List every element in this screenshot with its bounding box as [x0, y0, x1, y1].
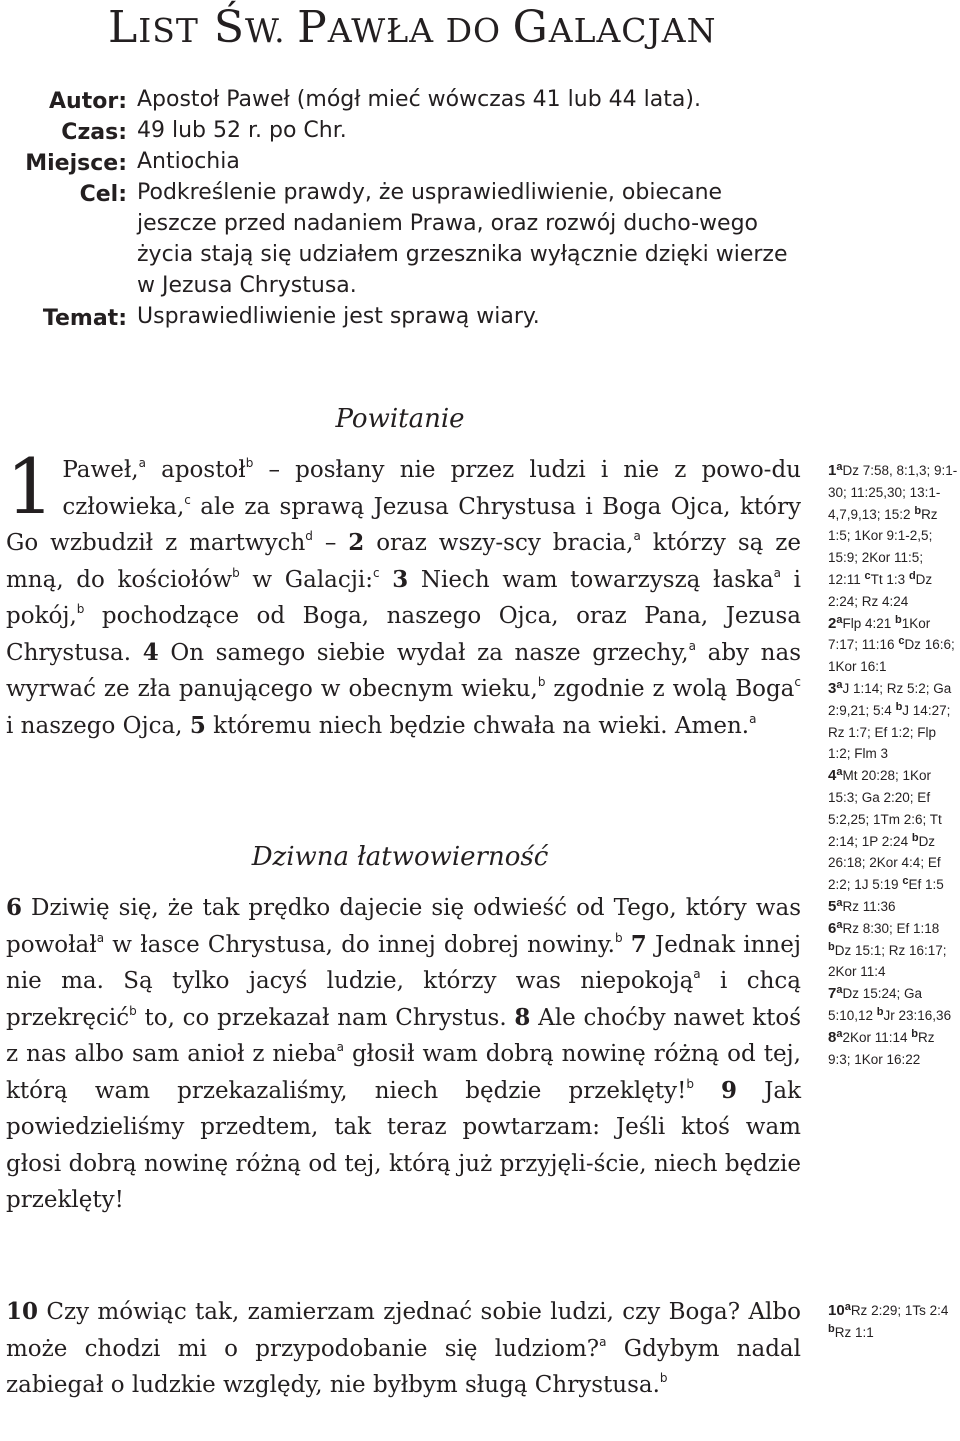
ref-verse-number: 1 [828, 462, 837, 479]
ref-verse-number: 2 [828, 614, 837, 632]
cross-ref-verse-3 [828, 678, 958, 765]
footnote-marker[interactable]: a [693, 967, 701, 981]
ref-verse-number: 5 [828, 897, 837, 915]
ref-verse-number: 7 [828, 985, 837, 1003]
ref-text[interactable]: 2Kor 11:14 [842, 1029, 912, 1045]
verse-text: Jak powiedzieliśmy przedtem, tak teraz powtarzam: Jeśli ktoś wam głosi dobrą nowinę różną od tej, którą już przyjęli-ście, niech będzie przeklęty! [6, 1077, 801, 1213]
ref-text[interactable]: J 1:14; Rz 5:2; Ga 2:9,21; 5:4 [828, 680, 952, 718]
ref-text[interactable]: Dz 15:24; Ga 5:10,12 [828, 986, 923, 1023]
meta-value: Podkreślenie prawdy, że usprawiedliwienie, obiecane jeszcze przed nadaniem Prawa, oraz rozwój ducho-wego życia stają się udziałem grzesznika wyłącznie dzięki wierze w Jezusa Chrystusa. [137, 180, 788, 298]
footnote-marker[interactable]: d [305, 529, 313, 543]
footnote-marker[interactable]: a [688, 638, 696, 653]
ref-marker: b [876, 1005, 884, 1018]
title-part: G [512, 2, 549, 53]
ref-text[interactable]: Dz 26:18; 2Kor 4:4; Ef 2:2; 1J 5:19 [828, 833, 941, 893]
meta-theme [0, 301, 820, 332]
title-part: ALACJAN [548, 11, 717, 50]
ref-text[interactable]: Rz 2:29; 1Ts 2:4 [850, 1303, 949, 1318]
verse-text: pochodzące od Boga, naszego Ojca, oraz Pana, Jezusa Chrystusa. [6, 603, 801, 666]
meta-time [0, 115, 820, 146]
ref-verse-number: 8 [828, 1028, 837, 1046]
ref-marker: b [895, 700, 903, 713]
section-heading-strange-gullibility: Dziwna łatwowierność [251, 842, 549, 872]
title-part: . [274, 11, 298, 50]
verse-text: któremu niech będzie chwała na wieki. Amen. [205, 712, 750, 739]
verse-text: – posłany nie przez ludzi i nie z powo-du człowieka, [62, 457, 801, 520]
section-heading-greeting: Powitanie [335, 404, 465, 434]
chapter-number: 1 [6, 442, 55, 531]
ref-text[interactable]: Mt 20:28; 1Kor 15:3; Ga 2:20; Ef 5:2,25; 1Tm 2:6; Tt 2:14; 1P 2:24 [828, 768, 942, 849]
meta-label: Cel: [79, 182, 127, 207]
title-part: IST [138, 11, 199, 50]
verse-number: 4 [142, 638, 159, 666]
verse-text: ale za sprawą Jezusa Chrystusa i Boga Ojca, który Go wzbudził z martwych [6, 493, 801, 556]
ref-verse-number: 3 [828, 679, 837, 697]
ref-marker: d [908, 569, 916, 582]
verse-text: – [312, 530, 349, 556]
footnote-marker[interactable]: b [76, 602, 85, 616]
ref-text[interactable]: Rz 9:3; 1Kor 16:22 [828, 1029, 935, 1067]
cross-ref-verse-6 [828, 918, 958, 983]
ref-text[interactable]: Dz 7:58, 8:1,3; 9:1-30; 11:25,30; 13:1-4,7,9,13; 15:2 [828, 463, 958, 522]
verse-text: i pokój, [6, 566, 802, 629]
title-part: AWŁA DO [327, 11, 513, 50]
verse-number: 9 [721, 1076, 738, 1104]
footnote-marker[interactable]: a [599, 1334, 607, 1349]
verse-text: Gdybym nadal zabiegał o ludzkie względy, nie byłbym sługą Chrystusa. [6, 1335, 801, 1398]
verse-text: głosił wam dobrą nowinę różną od tej, którą wam przekazaliśmy, niech będzie przeklęty! [6, 1041, 801, 1104]
title-part: P [297, 2, 328, 53]
footnote-marker[interactable]: a [336, 1040, 344, 1054]
footnote-marker[interactable]: a [633, 529, 641, 543]
footnote-marker[interactable]: b [245, 456, 254, 470]
ref-verse-number: 6 [828, 919, 837, 937]
verse-text: Jednak innej nie ma. Są tylko jacyś ludzie, którzy was niepokoją [6, 931, 801, 994]
meta-label: Autor: [49, 89, 127, 114]
verse-text: aby nas wyrwać ze zła panującego w obecnym wieku, [6, 639, 801, 702]
ref-text[interactable]: Rz 8:30; Ef 1:18 [842, 920, 940, 936]
ref-text[interactable]: Flp 4:21 [842, 615, 895, 631]
verses-6-9 [6, 890, 801, 1219]
verse-number: 10 [6, 1298, 39, 1325]
cross-ref-verse-1 [828, 460, 958, 613]
ref-text[interactable]: Jr 23:16,36 [883, 1007, 952, 1023]
ref-text[interactable]: Rz 11:36 [842, 898, 896, 914]
ref-marker: a [844, 1301, 851, 1313]
verse-text: i chcą przekręcić [6, 968, 801, 1031]
verses-1-5 [6, 442, 802, 744]
ref-marker: a [836, 678, 843, 691]
verse-number: 6 [6, 894, 23, 921]
ref-text[interactable]: Dz 16:6; 1Kor 16:1 [828, 637, 955, 675]
verse-text: zgodnie z wolą Boga [545, 676, 795, 702]
cross-ref-verse-4 [828, 765, 958, 896]
verse-text: Ale choćby nawet ktoś z nas albo sam anioł z nieba [6, 1004, 801, 1067]
ref-text[interactable]: Tt 1:3 [870, 571, 909, 587]
cross-references-column [828, 460, 958, 1070]
ref-marker: a [836, 918, 843, 931]
verse-number: 7 [630, 930, 647, 958]
verse-text: w łasce Chrystusa, do innej dobrej nowiny. [104, 931, 615, 958]
verse-number: 8 [514, 1003, 531, 1031]
footnote-marker[interactable]: a [749, 711, 757, 726]
verse-text: to, co przekazał nam Chrystus. [136, 1004, 515, 1031]
ref-marker: a [836, 984, 843, 997]
cross-references-column-lower [828, 1300, 958, 1344]
meta-value: Usprawiedliwienie jest sprawą wiary. [137, 304, 540, 329]
footnote-marker[interactable]: b [232, 565, 240, 580]
title-part: Ś [198, 2, 246, 53]
ref-text[interactable]: J 14:27; Rz 1:7; Ef 1:2; Flp 1:2; Flm 3 [828, 702, 951, 762]
verse-text: Czy mówiąc tak, zamierzam zjednać sobie ludzi, czy Boga? Albo może chodzi mi o przypodobanie się ludziom? [6, 1299, 801, 1362]
ref-marker: a [836, 613, 843, 626]
verse-10 [6, 1294, 801, 1404]
ref-marker: a [836, 766, 843, 779]
book-introduction [0, 84, 820, 332]
ref-text[interactable]: Dz 15:1; Rz 16:17; 2Kor 11:4 [828, 942, 947, 980]
meta-author [0, 84, 820, 115]
meta-purpose [0, 177, 820, 301]
verse-number: 5 [189, 711, 206, 739]
ref-text[interactable]: 1Kor 7:17; 11:16 [828, 615, 931, 653]
cross-ref-verse-7 [828, 983, 958, 1027]
ref-marker: c [864, 569, 871, 582]
footnote-marker[interactable]: b [659, 1371, 668, 1385]
meta-value: Apostoł Paweł (mógł mieć wówczas 41 lub 44 lata). [137, 87, 701, 112]
ref-marker: b [914, 504, 922, 517]
meta-label: Czas: [61, 120, 127, 145]
cross-ref-verse-2 [828, 613, 958, 678]
ref-marker: a [836, 1027, 843, 1040]
verse-text: i naszego Ojca, [6, 712, 190, 739]
verse-text: apostoł [145, 457, 246, 483]
verse-text: Paweł, [62, 457, 139, 483]
footnote-marker[interactable]: a [138, 456, 146, 470]
footnote-marker[interactable]: b [537, 675, 546, 689]
ref-marker: b [911, 831, 919, 844]
cross-ref-verse-8 [828, 1027, 958, 1071]
title-part: L [108, 2, 139, 53]
footnote-marker[interactable]: b [686, 1076, 694, 1091]
meta-label: Temat: [42, 306, 127, 331]
ref-marker: b [828, 1322, 835, 1335]
ref-marker: c [898, 635, 905, 648]
cross-ref-verse-5 [828, 896, 958, 918]
verse-text: Dziwię się, że tak prędko dajecie się odwieść od Tego, który was powołał [6, 895, 801, 958]
footnote-marker[interactable]: a [773, 565, 782, 580]
footnote-marker[interactable]: c [184, 492, 191, 507]
book-title [108, 2, 717, 53]
verse-number: 2 [348, 529, 365, 556]
ref-text[interactable]: Ef 1:5 [908, 877, 944, 893]
ref-marker: b [911, 1027, 919, 1040]
verse-text: oraz wszy-scy bracia, [364, 530, 634, 556]
ref-marker: b [828, 940, 835, 953]
verse-text: On samego siebie wydał za nasze grzechy, [158, 639, 689, 666]
verse-number: 3 [392, 565, 409, 593]
meta-place [0, 146, 820, 177]
ref-marker: a [836, 896, 843, 909]
verse-text: w Galacji: [239, 566, 374, 593]
meta-value: 49 lub 52 r. po Chr. [137, 118, 347, 143]
ref-marker: b [895, 613, 902, 626]
footnote-marker[interactable]: c [794, 675, 801, 689]
footnote-marker[interactable]: c [373, 565, 380, 580]
cross-ref-verse-10 [828, 1300, 958, 1344]
meta-value: Antiochia [137, 149, 240, 174]
footnote-marker[interactable]: b [614, 930, 623, 945]
meta-label: Miejsce: [25, 151, 127, 176]
ref-verse-number: 10 [828, 1302, 845, 1319]
footnote-marker[interactable]: b [129, 1003, 137, 1018]
ref-text[interactable]: Rz 1:5; 1Kor 9:1-2,5; 15:9; 2Kor 11:5; 12:11 [828, 506, 938, 587]
ref-text[interactable]: Dz 2:24; Rz 4:24 [828, 571, 933, 609]
ref-marker: a [836, 461, 843, 473]
ref-verse-number: 4 [828, 767, 837, 785]
title-part: W [245, 11, 275, 50]
footnote-marker[interactable]: a [96, 930, 105, 945]
ref-marker: c [902, 875, 909, 888]
verse-text: Niech wam towarzyszą łaska [408, 566, 774, 593]
verse-text: którzy są ze mną, do kościołów [6, 530, 801, 593]
ref-text[interactable]: Rz 1:1 [834, 1324, 874, 1340]
